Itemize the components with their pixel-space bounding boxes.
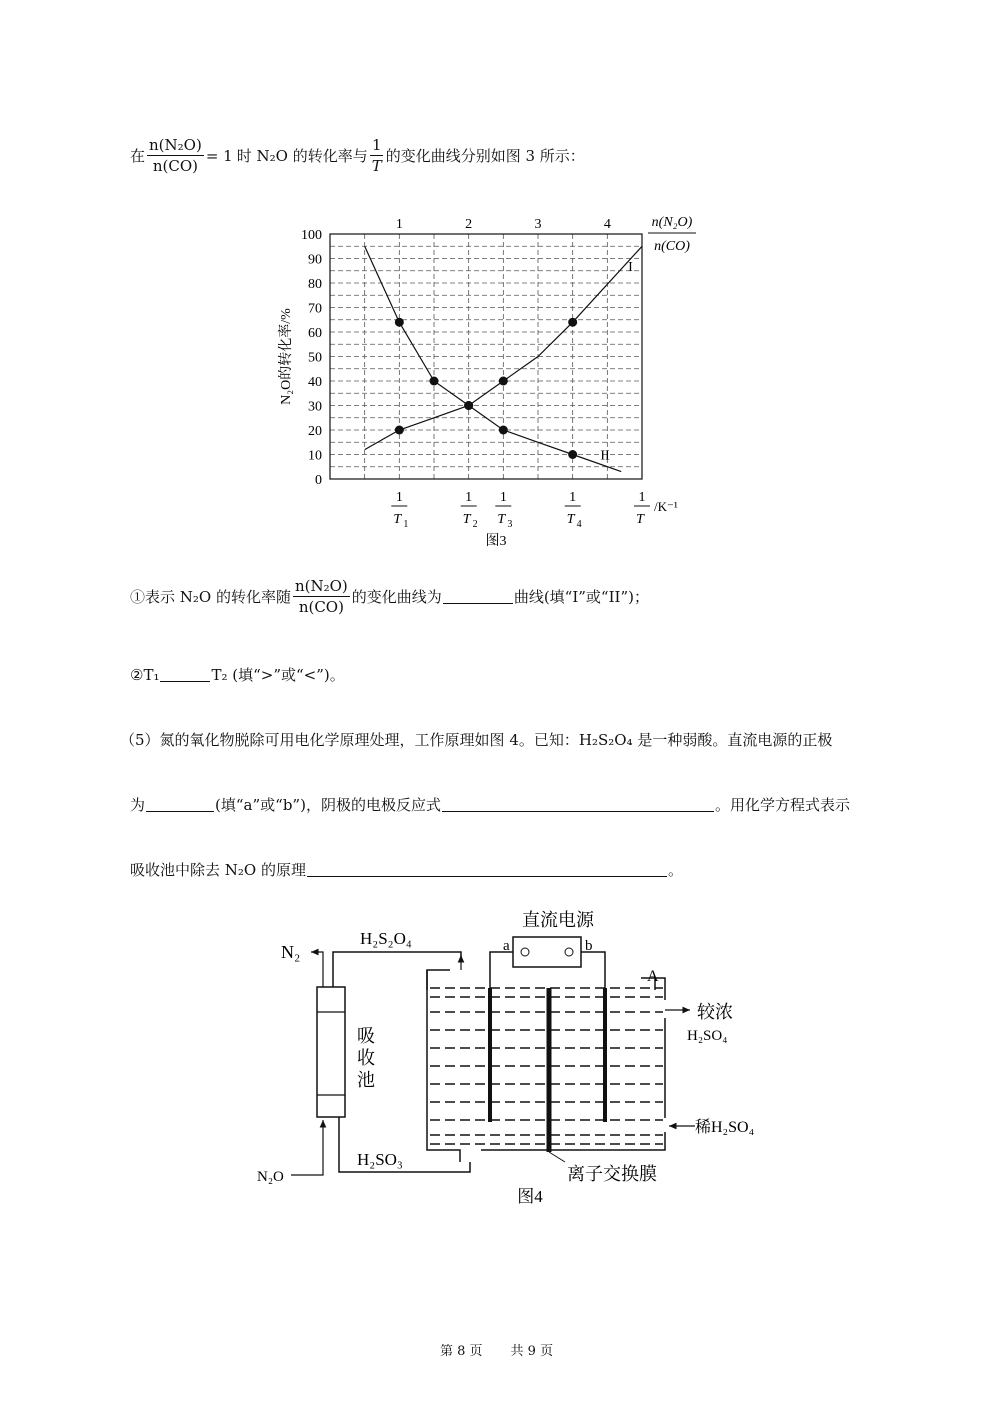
q5-line3-b: 。 (667, 861, 683, 879)
bottom-tick-num: 1 (395, 490, 403, 505)
bottom-tick-sub: 2 (472, 519, 478, 530)
terminal-b-label: b (585, 938, 593, 954)
y-tick-label: 60 (308, 326, 322, 341)
question-5-line-1 (120, 729, 832, 750)
top-tick-label: 1 (395, 217, 403, 232)
answer-blank[interactable] (307, 862, 667, 877)
data-point (568, 450, 577, 459)
q5-line2-b: (填“a”或“b”)，阴极的电极反应式 (215, 796, 441, 814)
h2so3-label: H₂SO₃ (357, 1150, 403, 1169)
bottom-tick-den: T (497, 512, 506, 527)
bottom-tick-den: T (636, 512, 644, 527)
q2-prefix: ②T₁ (130, 665, 160, 684)
q5-line1: （5）氮的氧化物脱除可用电化学原理处理，工作原理如图 4。已知：H₂S₂O₄ 是一种弱酸。直流电源的正极 (120, 731, 833, 749)
question-5-line-2 (130, 794, 850, 815)
y-tick-label: 10 (308, 448, 322, 464)
top-tick-label: 4 (603, 217, 611, 232)
wire-a (490, 952, 513, 1080)
label-A: A (647, 968, 659, 985)
y-tick-label: 30 (308, 399, 322, 415)
series-line-II (365, 246, 622, 471)
y-tick-label: 40 (308, 375, 322, 390)
series-label-II: II (600, 448, 610, 464)
data-point (395, 426, 404, 435)
bottom-tick-den: T (566, 512, 575, 527)
y-tick-label: 0 (315, 473, 322, 488)
answer-blank[interactable] (160, 667, 210, 682)
absorber-column (317, 987, 345, 1117)
q5-line2-c: 。用化学方程式表示 (714, 796, 850, 814)
bottom-tick-num: 1 (638, 490, 646, 505)
figure-3 (270, 205, 720, 550)
conc-h2so4-label: H₂SO₄ (687, 1028, 728, 1044)
reciprocal-fraction (370, 136, 384, 175)
wire-b (581, 952, 605, 1080)
q1-middle: 的变化曲线为 (351, 588, 442, 606)
q5-line2-a: 为 (130, 796, 146, 814)
bottom-tick-sub: 4 (576, 519, 582, 530)
fraction-denominator: n(CO) (152, 157, 198, 175)
answer-blank[interactable] (442, 797, 714, 812)
series-label-I: I (628, 259, 633, 275)
fraction-numerator: n(N₂O) (149, 136, 202, 154)
figure-4 (245, 900, 785, 1220)
conc-label: 较浓 (697, 1002, 733, 1022)
q2-middle: T₂ (填“>”或“<”)。 (211, 666, 345, 684)
fraction-denominator: T (371, 157, 382, 175)
answer-blank[interactable] (443, 589, 513, 604)
conversion-chart (270, 205, 720, 550)
electrolysis-diagram (245, 900, 785, 1220)
intro-eq: = 1 (205, 146, 233, 165)
question-1 (130, 577, 649, 616)
n2o-label: N₂O (257, 1169, 284, 1185)
fraction-denominator: n(CO) (298, 598, 344, 616)
y-tick-label: 100 (301, 228, 322, 243)
data-point (395, 318, 404, 327)
n2o-arrow (291, 1120, 323, 1175)
h2s2o4-label: H₂S₂O₄ (360, 929, 412, 948)
y-tick-label: 20 (308, 424, 322, 439)
absorber-char-2: 收 (357, 1048, 375, 1068)
data-point (499, 377, 508, 386)
ratio-fraction (293, 577, 350, 616)
dilute-label: 稀H₂SO₄ (695, 1119, 755, 1136)
bottom-tick-sub: 3 (507, 519, 513, 530)
fraction-numerator: n(N₂O) (294, 577, 348, 595)
terminal-a-icon (521, 948, 529, 956)
bottom-tick-den: T (462, 512, 471, 527)
q5-line3-a: 吸收池中除去 N₂O 的原理 (130, 861, 306, 879)
data-point (499, 426, 508, 435)
y-tick-label: 70 (308, 301, 322, 317)
y-tick-label: 90 (308, 252, 322, 268)
top-tick-label: 3 (534, 217, 542, 232)
data-point (430, 377, 439, 386)
answer-blank[interactable] (146, 797, 214, 812)
y-axis-label: N₂O的转化率/% (279, 308, 294, 405)
n2-arrow (311, 952, 323, 987)
membrane-label: 离子交换膜 (567, 1164, 657, 1184)
bottom-tick-num: 1 (499, 490, 507, 505)
figure-3-caption: 图3 (485, 534, 507, 549)
ratio-fraction (147, 136, 204, 175)
data-point (568, 318, 577, 327)
page-footer (440, 1340, 600, 1359)
intro-prefix: 在 (130, 147, 146, 165)
power-label: 直流电源 (522, 910, 594, 930)
page-number: 第 8 页 (440, 1344, 483, 1359)
intro-suffix: 的变化曲线分别如图 3 所示： (385, 147, 585, 165)
bottom-tick-num: 1 (465, 490, 473, 505)
absorber-char-1: 吸 (357, 1026, 375, 1046)
top-tick-label: 2 (465, 217, 473, 232)
question-5-line-3 (130, 859, 683, 880)
figure-4-caption: 图4 (517, 1187, 543, 1206)
intro-line (130, 136, 585, 175)
bottom-tick-num: 1 (569, 490, 577, 505)
fraction-numerator: 1 (371, 136, 382, 154)
bottom-tick-sub: 1 (403, 519, 409, 530)
bottom-tick-den: T (393, 512, 402, 527)
question-2 (130, 664, 345, 685)
absorber-char-3: 池 (357, 1070, 375, 1090)
top-axis-num: n(N₂O) (651, 215, 693, 230)
q1-prefix: ①表示 N₂O 的转化率随 (130, 588, 291, 606)
data-point (464, 401, 473, 410)
y-tick-label: 50 (308, 350, 322, 366)
y-tick-label: 80 (308, 277, 322, 292)
terminal-b-icon (565, 948, 573, 956)
top-axis-den: n(CO) (654, 239, 690, 254)
x-unit-label: /K⁻¹ (654, 499, 678, 514)
total-pages: 共 9 页 (510, 1344, 554, 1359)
terminal-a-label: a (503, 938, 510, 954)
q1-suffix: 曲线(填“I”或“II”)； (513, 588, 649, 606)
n2-label: N₂ (281, 942, 301, 962)
intro-middle: 时 N₂O 的转化率与 (236, 147, 368, 165)
